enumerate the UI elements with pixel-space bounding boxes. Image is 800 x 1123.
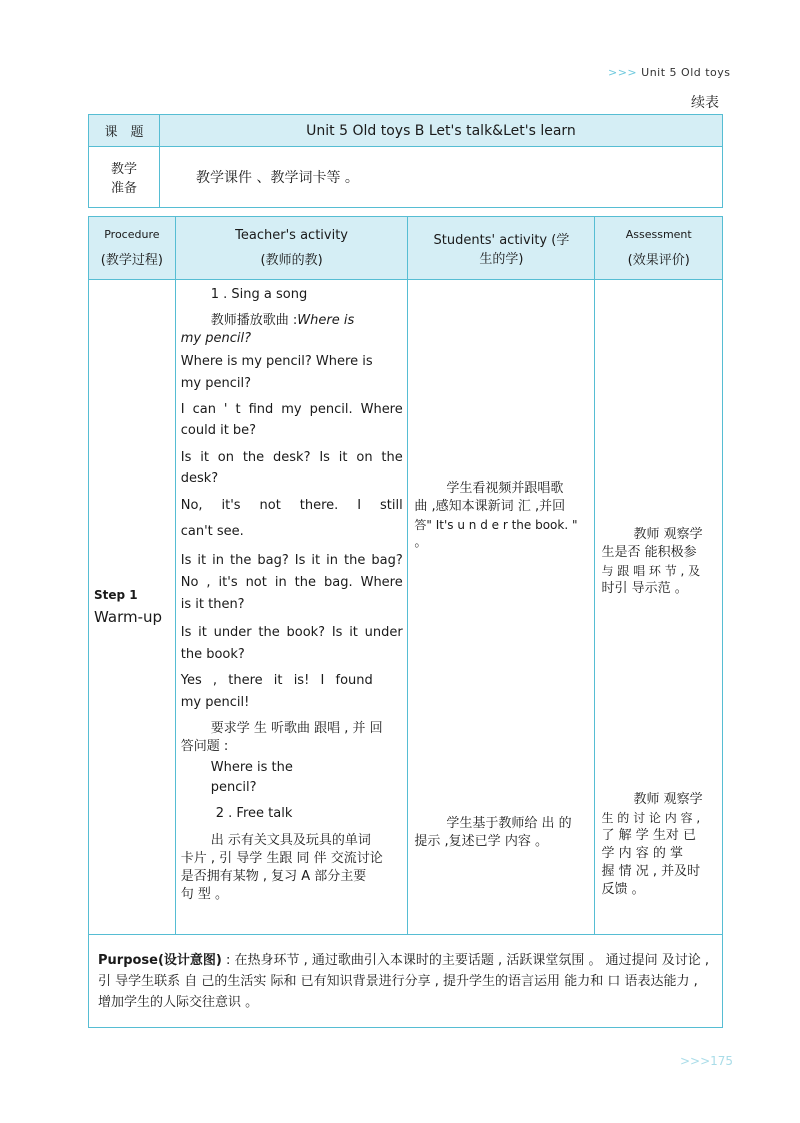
procedure-header-row xyxy=(89,217,723,280)
teacher-activity-cell xyxy=(175,280,408,935)
purpose-text: : 在热身环节 , 通过歌曲引入本课时的主要话题 , 活跃课堂氛围 。 通过提问 及讨论 , 引 导学生联系 自 己的生活实 际和 已有知识背景进行分享 , 提升学生的语言运用 能力和 口 语表达能力 , 增加学生的人际交往意识 。 xyxy=(98,952,709,1010)
assessment-en: Assessment xyxy=(625,228,692,241)
lyric-line-2: my pencil? xyxy=(180,376,251,391)
assessment-cell xyxy=(595,280,723,935)
song-title-2: my pencil? xyxy=(180,331,251,346)
lyric-line-10: No , it's not in the bag. Where xyxy=(180,575,403,590)
song-title-1: Where is xyxy=(297,313,355,328)
student-2-line-2: 提示 ,复述已学 内容 。 xyxy=(414,834,548,849)
students-activity-cell xyxy=(408,280,595,935)
teacher-zh: (教师的教) xyxy=(260,253,323,268)
topic-value: Unit 5 Old toys B Let's talk&Let's learn xyxy=(160,115,723,147)
students-line-2: 生的学) xyxy=(479,252,524,267)
free-talk-heading: 2 . Free talk xyxy=(215,806,293,821)
assessment-2-line-5: 握 情 况 , 并及时 xyxy=(601,864,701,879)
question-line-1: Where is the xyxy=(210,760,293,775)
free-talk-line-2: 卡片 , 引 导学 生跟 同 伴 交流讨论 xyxy=(180,851,383,866)
assessment-2-line-2: 生 的 讨 论 内 容 , xyxy=(601,811,701,825)
free-talk-line-3: 是否拥有某物 , 复习 A 部分主要 xyxy=(180,869,367,884)
lyric-line-8: can't see. xyxy=(180,524,244,539)
teacher-en: Teacher's activity xyxy=(235,228,348,243)
lyric-line-4: could it be? xyxy=(180,423,257,438)
student-1-line-3: 答" It's u n d e r the book. " xyxy=(414,518,578,532)
lyric-line-5: Is it on the desk? Is it on the xyxy=(180,450,403,465)
assessment-header xyxy=(595,217,723,280)
teacher-play-line xyxy=(211,312,354,330)
lyric-line-6: desk? xyxy=(180,471,219,486)
ask-line-2: 答问题 : xyxy=(180,739,229,754)
students-header xyxy=(408,217,595,280)
running-title: Unit 5 Old toys xyxy=(641,66,731,79)
assessment-zh: (效果评价) xyxy=(627,253,690,268)
running-header xyxy=(608,66,731,79)
assessment-2-line-1: 教师 观察学 xyxy=(633,792,703,807)
free-talk-line-4: 句 型 。 xyxy=(180,887,229,902)
step-number: Step 1 xyxy=(94,588,138,602)
lyric-line-7: No, it's not there. I still xyxy=(180,498,403,513)
lyric-line-14: Yes , there it is! I found xyxy=(180,673,373,688)
assessment-1-line-2: 生是否 能积极参 xyxy=(601,545,697,560)
students-line-1: Students' activity (学 xyxy=(433,233,570,248)
procedure-header xyxy=(89,217,176,280)
assessment-1-line-1: 教师 观察学 xyxy=(633,527,703,542)
lyric-line-3: I can ' t find my pencil. Where xyxy=(180,402,403,417)
assessment-2-line-3: 了 解 学 生对 已 xyxy=(601,828,696,843)
question-line-2: pencil? xyxy=(210,780,257,795)
lyric-line-15: my pencil! xyxy=(180,695,250,710)
free-talk-line-1: 出 示有关文具及玩具的单词 xyxy=(210,833,371,848)
purpose-cell xyxy=(89,935,723,1028)
play-prefix: 教师播放歌曲 : xyxy=(210,313,298,328)
procedure-en: Procedure xyxy=(104,228,160,241)
prep-label-line-1: 教学 xyxy=(110,162,137,177)
lyric-line-12: Is it under the book? Is it under xyxy=(180,625,403,640)
song-title-2-line xyxy=(181,330,251,348)
purpose-row xyxy=(89,935,723,1028)
student-1-line-1: 学生看视频并跟唱歌 xyxy=(446,481,564,496)
step-name: Warm-up xyxy=(94,608,163,626)
step-cell xyxy=(89,280,176,935)
assessment-2-line-4: 学 内 容 的 掌 xyxy=(601,846,683,861)
purpose-label: Purpose(设计意图) xyxy=(98,952,222,968)
lyric-line-9: Is it in the bag? Is it in the bag? xyxy=(180,553,403,568)
assessment-1-line-4: 时引 导示范 。 xyxy=(601,581,688,596)
teacher-sing-heading: 1 . Sing a song xyxy=(210,287,308,302)
prep-value: 教学课件 、教学词卡等 。 xyxy=(160,147,723,208)
assessment-2-line-6: 反馈 。 xyxy=(601,882,645,897)
student-1-line-2: 曲 ,感知本课新词 汇 ,并回 xyxy=(414,499,566,514)
prep-label xyxy=(89,147,160,208)
step-row xyxy=(89,280,723,935)
ask-line-1: 要求学 生 听歌曲 跟唱 , 并 回 xyxy=(210,721,383,736)
teacher-header xyxy=(175,217,408,280)
assessment-1-line-3: 与 跟 唱 环 节 , 及 xyxy=(601,564,701,578)
lyric-line-13: the book? xyxy=(180,647,245,662)
header-arrows: >>> xyxy=(608,66,638,79)
procedure-table xyxy=(88,216,723,1028)
topic-label: 课 题 xyxy=(89,115,160,147)
lesson-info-table xyxy=(88,114,723,208)
procedure-zh: (教学过程) xyxy=(100,253,163,268)
lyric-line-1: Where is my pencil? Where is xyxy=(180,354,373,369)
continued-label: 续表 xyxy=(691,95,719,111)
prep-label-line-2: 准备 xyxy=(110,181,137,196)
student-2-line-1: 学生基于教师给 出 的 xyxy=(446,816,572,831)
lyric-line-11: is it then? xyxy=(180,597,245,612)
page-number: >>>175 xyxy=(680,1054,734,1068)
student-1-line-4: 。 xyxy=(414,535,428,550)
